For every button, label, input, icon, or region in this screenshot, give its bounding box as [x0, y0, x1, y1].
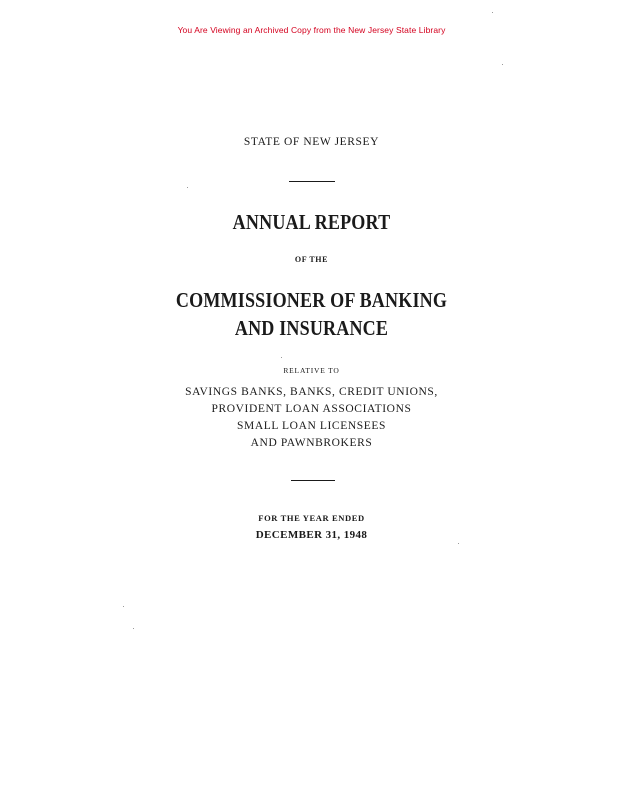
scan-speck: [492, 12, 493, 13]
divider-rule: [291, 480, 335, 481]
scan-speck: [133, 628, 134, 629]
subject-line: SAVINGS BANKS, BANKS, CREDIT UNIONS,: [185, 386, 438, 398]
scan-speck: [187, 187, 188, 188]
subject-line: SMALL LOAN LICENSEES: [237, 420, 386, 432]
commissioner-title-line2: AND INSURANCE: [234, 316, 389, 340]
report-date: DECEMBER 31, 1948: [255, 529, 368, 541]
divider-rule: [289, 181, 335, 182]
scan-speck: [502, 64, 503, 65]
of-the-label: OF THE: [294, 255, 329, 264]
state-heading: STATE OF NEW JERSEY: [243, 136, 380, 148]
subject-line: AND PAWNBROKERS: [250, 437, 373, 449]
subject-line: PROVIDENT LOAN ASSOCIATIONS: [211, 403, 412, 415]
archive-banner: You Are Viewing an Archived Copy from the New Jersey State Library: [177, 25, 446, 35]
scan-speck: [123, 606, 124, 607]
scan-speck: [458, 543, 459, 544]
year-ended-label: FOR THE YEAR ENDED: [258, 513, 365, 523]
report-title: ANNUAL REPORT: [232, 210, 391, 234]
relative-to-label: RELATIVE TO: [283, 366, 340, 375]
scan-speck: [281, 357, 282, 358]
commissioner-title-line1: COMMISSIONER OF BANKING: [175, 288, 448, 312]
